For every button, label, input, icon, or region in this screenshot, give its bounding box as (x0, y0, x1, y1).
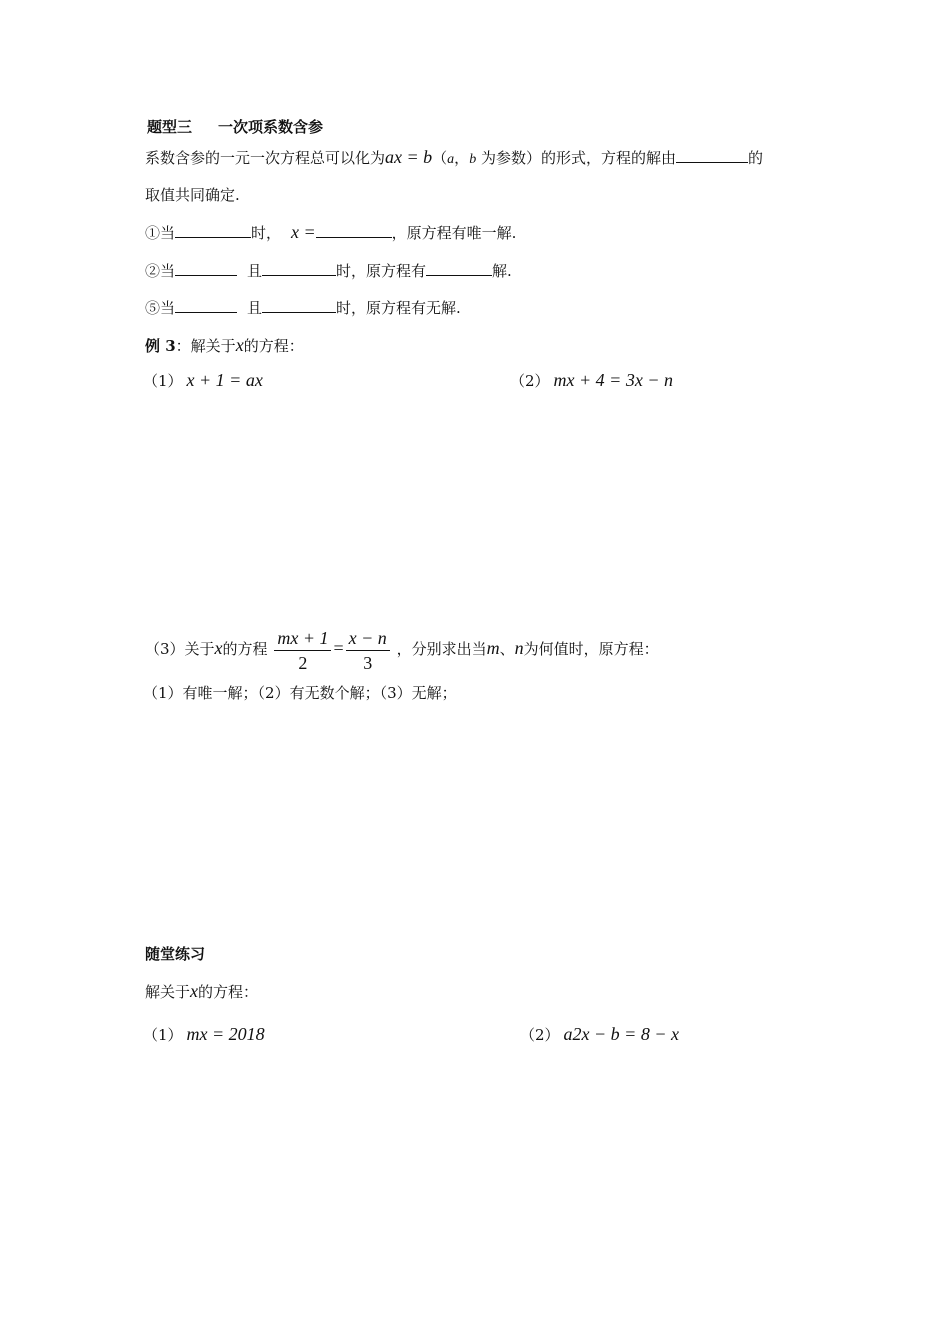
param-m: m (486, 638, 500, 658)
problem-equation: x + 1 = ax (186, 370, 263, 390)
case-3-suffix: 时，原方程有无解. (336, 299, 461, 317)
intro-text: 系数含参的一元一次方程总可以化为 (145, 149, 386, 167)
case-1-mid: 时， (251, 224, 282, 242)
case-2 (145, 259, 512, 282)
separator: 、 (499, 640, 515, 658)
fill-blank[interactable] (175, 259, 237, 276)
fraction-numerator: x − n (346, 628, 390, 651)
intro-paren: （ (432, 149, 448, 167)
case-2-mid: 时，原方程有 (336, 262, 427, 280)
case-1 (145, 221, 516, 244)
example-var: x (235, 335, 244, 355)
case-2-suffix: 解. (492, 262, 512, 280)
fraction-right (346, 628, 390, 673)
practice-problem-1 (143, 1023, 265, 1046)
case-3-prefix: ⑤当 (145, 299, 176, 317)
case-3-and: 且 (247, 299, 263, 317)
intro-comma: ， (454, 149, 470, 167)
intro-equation: ax = b (385, 147, 433, 167)
param-n: n (514, 638, 524, 658)
case-1-suffix: ，原方程有唯一解. (391, 224, 517, 242)
example-problem-1 (143, 369, 263, 392)
problem-var: x (214, 638, 223, 658)
problem-text: 的方程 (222, 640, 268, 658)
fill-blank[interactable] (426, 259, 492, 276)
example-3-title (145, 334, 304, 357)
param-a: a (447, 152, 455, 167)
equals-sign: = (333, 638, 344, 658)
fill-blank[interactable] (262, 296, 336, 313)
problem-equation: mx = 2018 (186, 1024, 265, 1044)
section-topic: 一次项系数含参 (218, 118, 324, 136)
section-number: 题型三 (147, 118, 193, 136)
param-b: b (469, 152, 477, 167)
intro-line-1 (145, 146, 763, 171)
case-2-prefix: ②当 (145, 262, 176, 280)
example-problem-2 (510, 369, 673, 392)
problem-text-2: ，分别求出当 (396, 640, 487, 658)
section-heading (147, 116, 323, 138)
practice-prompt-suffix: 的方程： (198, 983, 259, 1001)
problem-number: （2） (520, 1026, 560, 1044)
problem-number: （2） (510, 372, 550, 390)
example-prompt: ：解关于 (175, 337, 236, 355)
intro-text-3: 的 (747, 149, 763, 167)
example-label: 例 3 (145, 337, 176, 355)
problem-number: （3）关于 (145, 640, 215, 658)
example-problem-3 (145, 623, 659, 674)
practice-heading: 随堂练习 (145, 945, 206, 963)
case-1-var: x = (291, 222, 316, 242)
fraction-denominator: 2 (298, 652, 308, 673)
problem-equation: a2x − b = 8 − x (563, 1024, 679, 1044)
fill-blank[interactable] (676, 146, 748, 163)
fraction-numerator: mx + 1 (274, 628, 331, 651)
practice-prompt-prefix: 解关于 (145, 983, 191, 1001)
fill-blank[interactable] (262, 259, 336, 276)
fraction-left (274, 628, 331, 673)
case-1-prefix: ①当 (145, 224, 176, 242)
practice-problem-2 (520, 1023, 679, 1046)
case-2-and: 且 (247, 262, 263, 280)
fraction-denominator: 3 (363, 652, 373, 673)
problem-number: （1） (143, 1026, 183, 1044)
intro-text-2: 为参数）的形式，方程的解由 (476, 149, 676, 167)
problem-number: （1） (143, 372, 183, 390)
practice-prompt (145, 980, 258, 1003)
fill-blank[interactable] (175, 221, 251, 238)
practice-var: x (190, 981, 199, 1001)
example-prompt-tail: 的方程： (243, 337, 304, 355)
problem-equation: mx + 4 = 3x − n (553, 370, 673, 390)
fill-blank[interactable] (316, 221, 392, 238)
case-3 (145, 296, 461, 319)
intro-line-2: 取值共同确定. (145, 186, 240, 204)
example-sub-questions: （1）有唯一解；（2）有无数个解；（3）无解； (143, 684, 457, 702)
fill-blank[interactable] (175, 296, 237, 313)
problem-text-3: 为何值时，原方程： (523, 640, 659, 658)
